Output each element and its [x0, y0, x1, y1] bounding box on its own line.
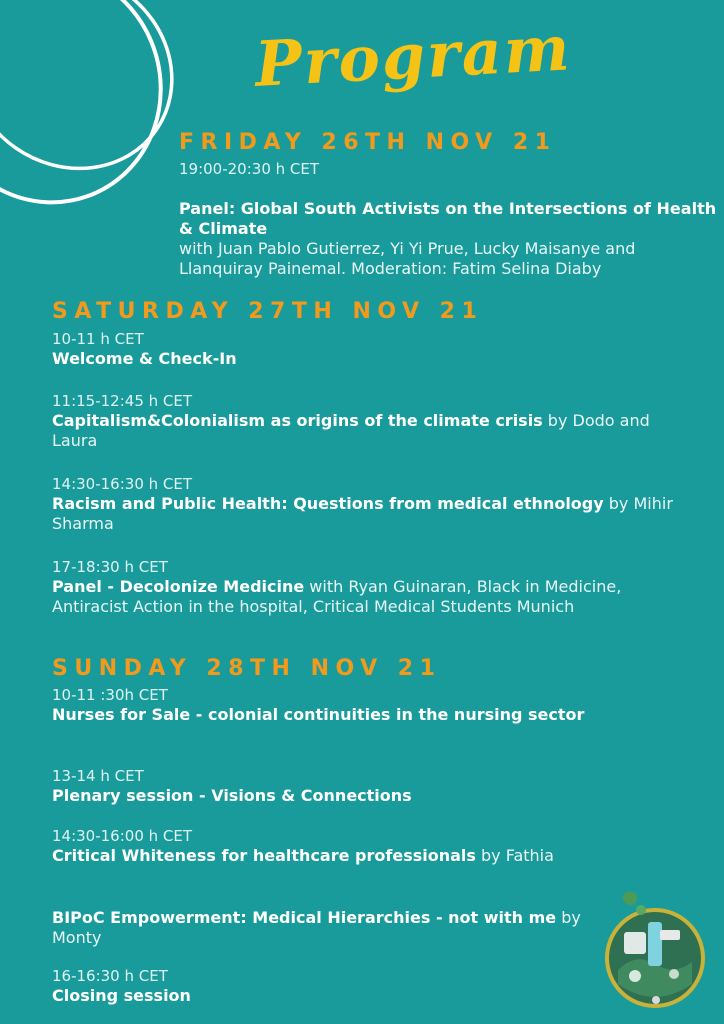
session-title: Welcome & Check-In: [52, 349, 237, 368]
session-title: BIPoC Empowerment: Medical Hierarchies - not with me by Monty: [52, 908, 581, 947]
saturday-heading: SATURDAY 27TH NOV 21: [52, 299, 484, 324]
session-title: Closing session: [52, 986, 191, 1005]
sunday-session-3: [52, 827, 572, 866]
decorative-rings: [0, 0, 200, 230]
saturday-session-2: [52, 392, 692, 451]
organization-logo-icon: [596, 892, 714, 1010]
session-title: Plenary session - Visions & Connections: [52, 786, 412, 805]
page-title: Program: [253, 11, 574, 101]
session-title-text: Panel: Global South Activists on the Intersections of Health & Climate: [179, 199, 717, 238]
friday-heading: FRIDAY 26TH NOV 21: [179, 130, 557, 155]
sunday-session-4: [52, 908, 592, 948]
sunday-session-2: [52, 767, 592, 806]
saturday-session-3: [52, 475, 692, 534]
session-time: 10-11 h CET: [52, 330, 144, 348]
sunday-session-5: [52, 967, 592, 1006]
saturday-session-1: [52, 330, 692, 369]
session-time: 14:30-16:30 h CET: [52, 475, 193, 493]
session-title: [179, 199, 719, 239]
session-time: 17-18:30 h CET: [52, 558, 168, 576]
session-time: 11:15-12:45 h CET: [52, 392, 193, 410]
sunday-session-1: [52, 686, 592, 725]
session-title: Racism and Public Health: Questions from medical ethnology by Mihir Sharma: [52, 494, 673, 533]
session-title: Nurses for Sale - colonial continuities in the nursing sector: [52, 705, 585, 724]
session-time: 19:00-20:30 h CET: [179, 160, 320, 178]
session-time: 13-14 h CET: [52, 767, 144, 785]
session-title: Capitalism&Colonialism as origins of the climate crisis by Dodo and Laura: [52, 411, 650, 450]
session-title: Panel - Decolonize Medicine with Ryan Guinaran, Black in Medicine, Antiracist Action in the hospital, Critical Medical Students Munich: [52, 577, 622, 616]
sunday-heading: SUNDAY 28TH NOV 21: [52, 656, 442, 681]
session-time: 10-11 :30h CET: [52, 686, 168, 704]
session-time: 14:30-16:00 h CET: [52, 827, 193, 845]
saturday-session-4: [52, 558, 642, 617]
friday-session-1: [179, 160, 719, 279]
session-title: Critical Whiteness for healthcare professionals by Fathia: [52, 846, 554, 865]
session-description: with Juan Pablo Gutierrez, Yi Yi Prue, Lucky Maisanye and Llanquiray Painemal. Moderation: Fatim Selina Diaby: [179, 239, 636, 278]
session-time: 16-16:30 h CET: [52, 967, 168, 985]
